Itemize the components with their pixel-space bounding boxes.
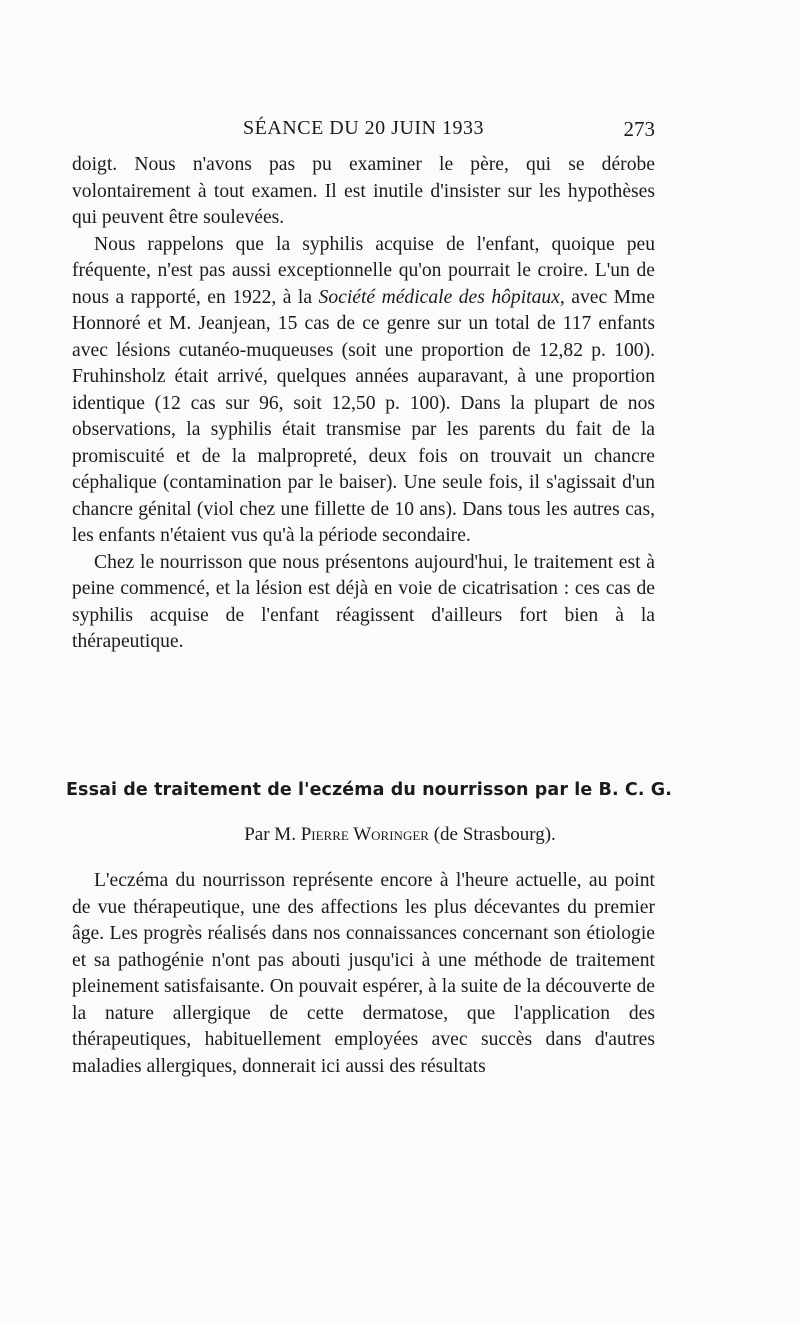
byline-affiliation: (de Strasbourg). <box>428 824 556 845</box>
article-paragraph-1: L'eczéma du nourrisson représente encore à l'heure actuelle, au point de vue thérapeutique, une des affections les plus décevantes du premier âge. Les progrès réalisés dans nos connaissances concernant son étiologie et sa pathogénie n'ont pas abouti jusqu'ici à une méthode de traitement pleinement satisfaisante. On pouvait espérer, à la suite de la découverte de la nature allergique de cette dermatose, que l'application des thérapeutiques, habituellement employées avec succès dans d'autres maladies allergiques, donnerait ici aussi des résultats <box>72 870 655 1077</box>
section-text-continued <box>72 152 655 656</box>
paragraph-1: doigt. Nous n'avons pas pu examiner le père, qui se dérobe volontairement à tout examen. Il est inutile d'insister sur les hypothèses qui peuvent être soulevées. <box>72 154 655 228</box>
journal-name: Société médicale des hôpitaux <box>318 286 560 308</box>
paragraph-2-text-start: Nous rappelons que la syphilis acquise de l'enfant, quoique peu fréquente, n'est pas aussi exceptionnelle qu'on pourrait le croire. L'un de nous a rapporté, en 1922, à la <box>72 233 655 308</box>
byline-prefix: Par M. <box>244 824 301 845</box>
page-header <box>72 113 655 149</box>
paragraph-2 <box>72 232 655 550</box>
paragraph-3: Chez le nourrisson que nous présentons aujourd'hui, le traitement est à peine commencé, et la lésion est déjà en voie de cicatrisation : ces cas de syphilis acquise de l'enfant réagissent d'ailleurs fort bien à la thérapeutique. <box>72 551 655 652</box>
page-number: 273 <box>623 117 655 141</box>
article-body <box>72 868 655 1080</box>
byline <box>0 824 800 846</box>
paragraph-2-text-end: , avec Mme Honnoré et M. Jeanjean, 15 cas de ce genre sur un total de 117 enfants avec lésions cutanéo-muqueuses (soit une proportion de 12,82 p. 100). Fruhinsholz était arrivé, quelques années auparavant, à une proportion identique (12 cas sur 96, soit 12,50 p. 100). Dans la plupart de nos observations, la syphilis était transmise par les parents du fait de la promiscuité et de la malpropreté, deux fois on trouvait un chancre céphalique (contamination par le baiser). Une seule fois, il s'agissait d'un chancre génital (viol chez une fillette de 10 ans). Dans tous les autres cas, les enfants n'étaient vus qu'à la période secondaire. <box>72 286 655 546</box>
running-title: SÉANCE DU 20 JUIN 1933 <box>243 117 484 139</box>
article-title: Essai de traitement de l'eczéma du nourrisson par le B. C. G. <box>66 780 672 800</box>
byline-author: Pierre Woringer <box>300 824 429 845</box>
